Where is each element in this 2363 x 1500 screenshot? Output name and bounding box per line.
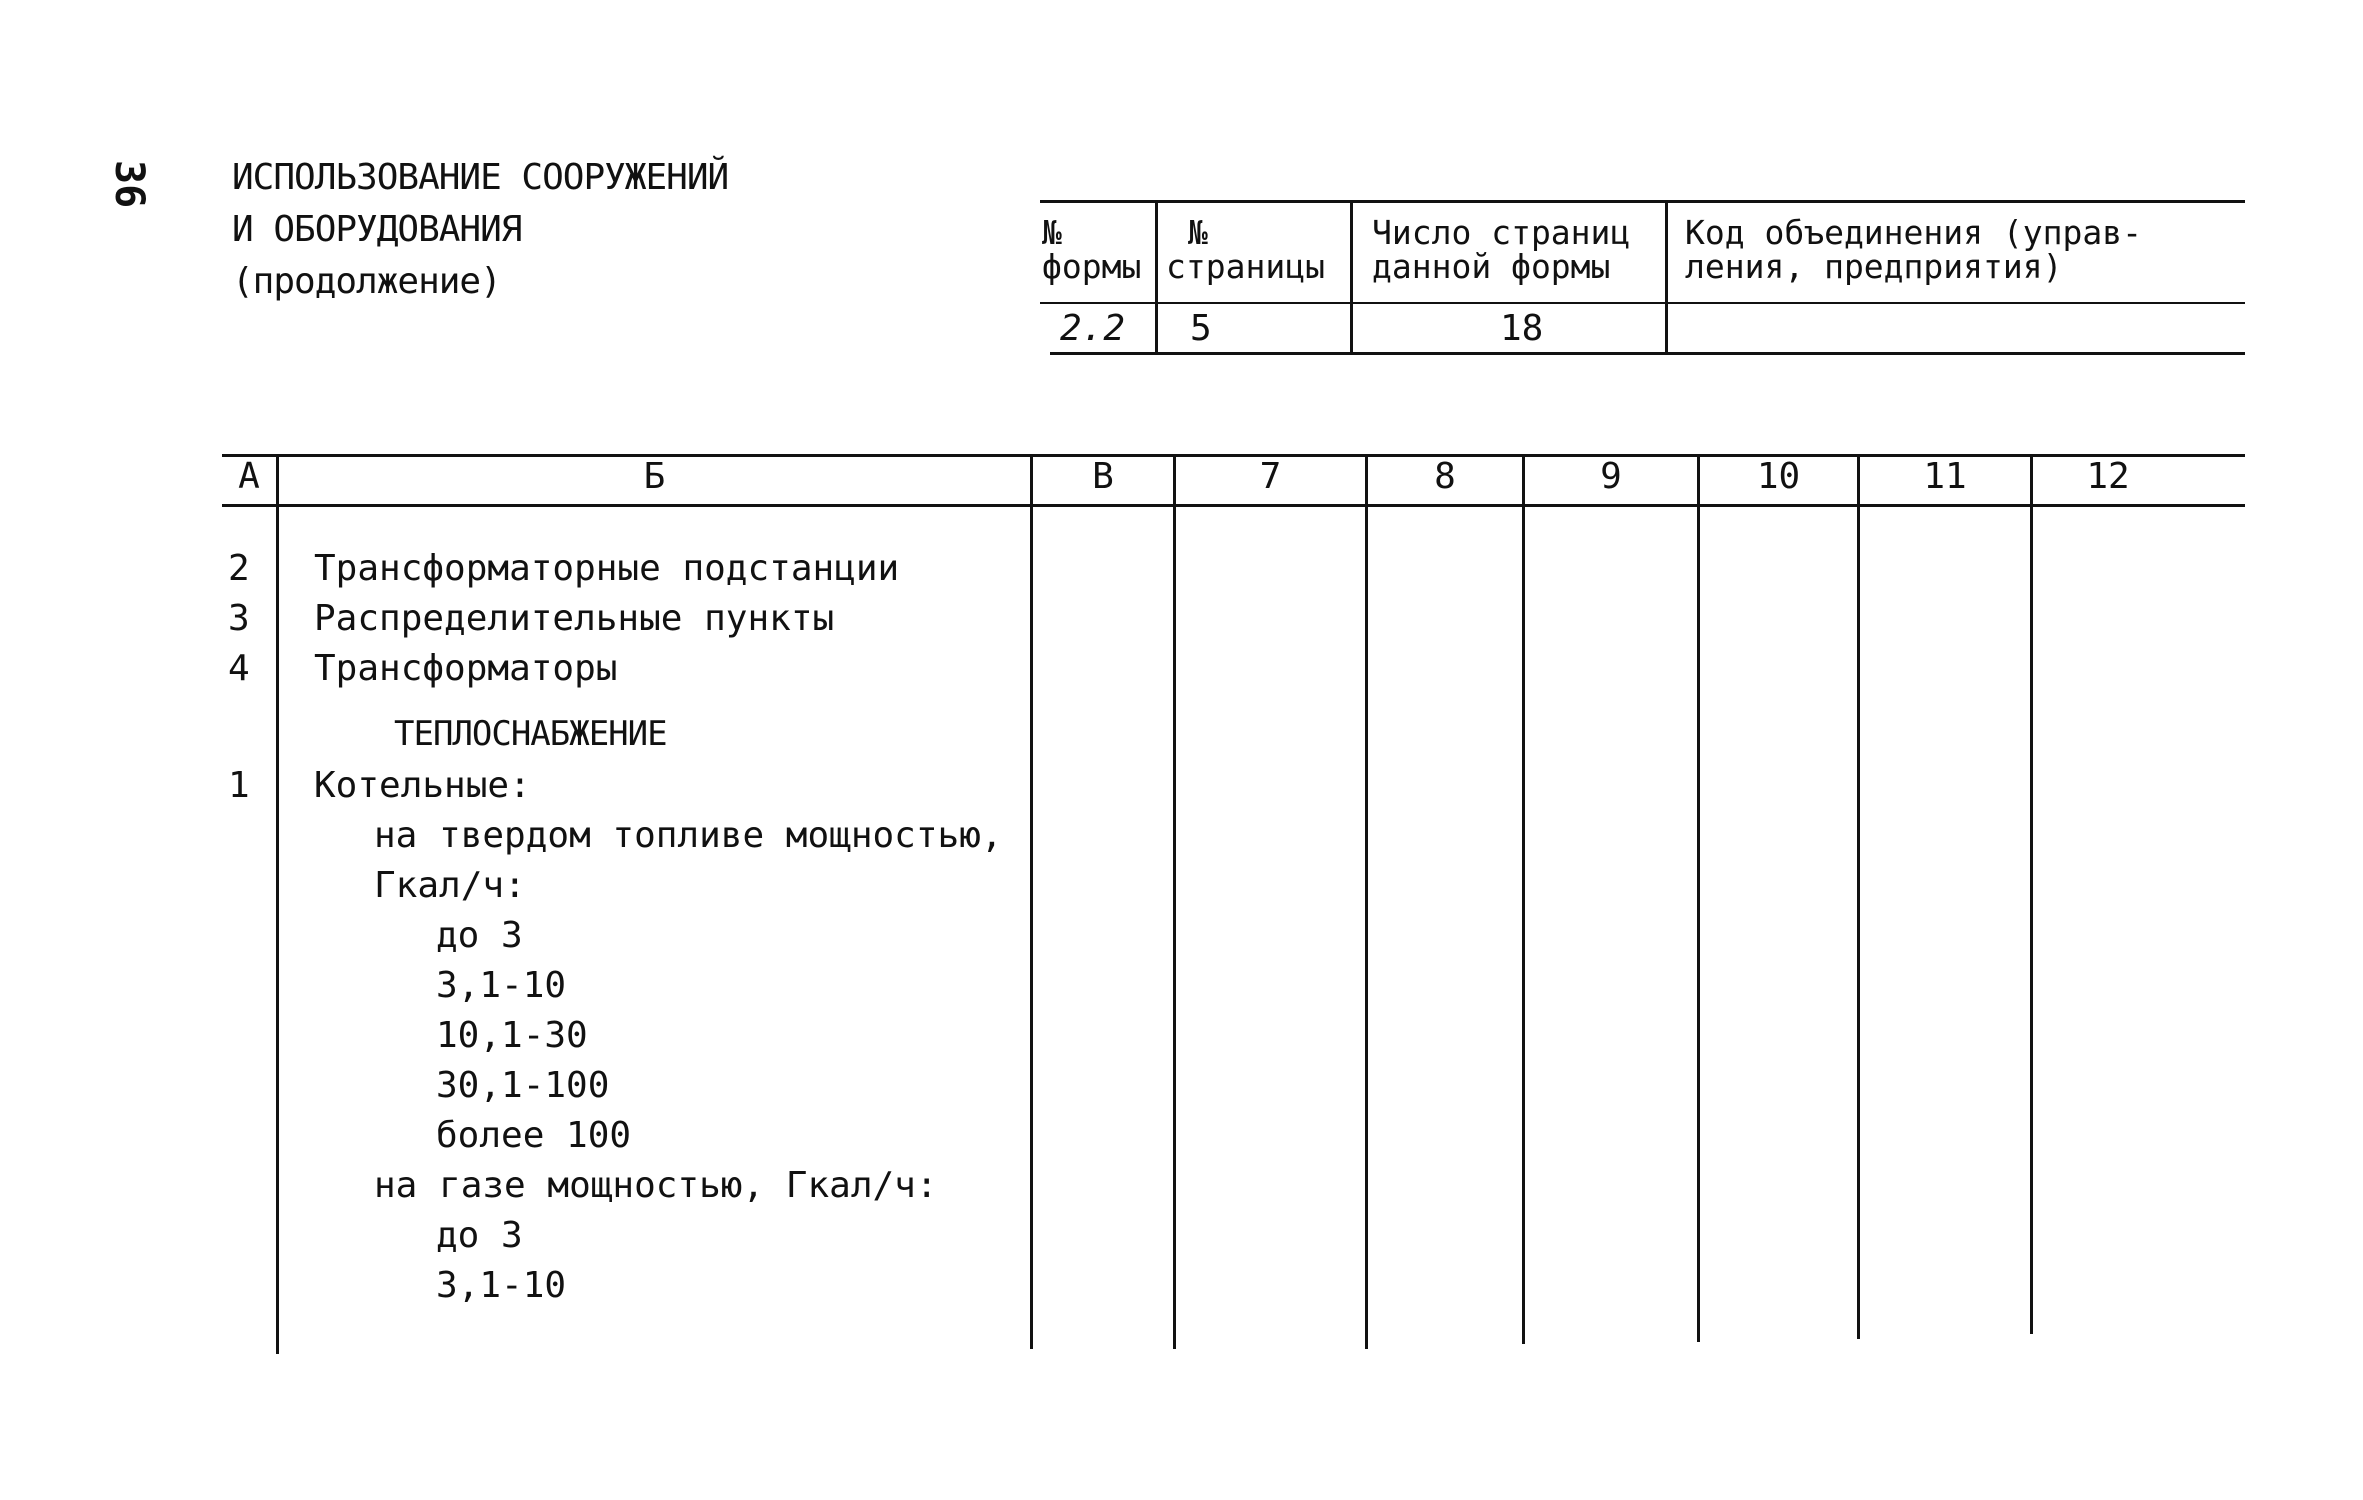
column-header-a: А	[238, 456, 260, 497]
column-header-10: 10	[1756, 456, 1801, 497]
form-no-header: формы	[1042, 247, 1142, 286]
page-no-header: страницы	[1166, 247, 1325, 286]
row-label: Распределительные пункты	[314, 598, 835, 639]
page-number: 36	[106, 160, 152, 209]
page-title-subtitle: (продолжение)	[232, 261, 501, 302]
column-divider	[1522, 454, 1525, 1344]
column-divider	[1857, 454, 1860, 1339]
column-divider	[1365, 454, 1368, 1349]
row-label: более 100	[436, 1115, 632, 1156]
row-label: на твердом топливе мощностью,	[374, 815, 1003, 856]
column-header-v: В	[1092, 456, 1114, 497]
row-label: Трансформаторы	[314, 648, 618, 689]
column-header-11: 11	[1923, 456, 1967, 497]
row-number: 2	[228, 548, 250, 589]
pages-total-header: Число страниц	[1372, 213, 1631, 252]
form-box-top-rule	[1040, 200, 2245, 203]
column-header-7: 7	[1259, 456, 1282, 497]
table-header-rule	[222, 504, 2245, 507]
row-label: 3,1-10	[436, 1265, 567, 1306]
column-divider	[1697, 454, 1700, 1342]
page-title-line2: И ОБОРУДОВАНИЯ	[232, 209, 522, 250]
column-divider	[1173, 454, 1176, 1349]
row-label: Котельные:	[314, 765, 531, 806]
column-header-8: 8	[1434, 456, 1456, 497]
column-divider	[2030, 454, 2033, 1334]
form-box-divider	[1155, 200, 1158, 355]
row-label: до 3	[436, 915, 523, 956]
org-code-header-line2: ления, предприятия)	[1685, 247, 2063, 286]
row-number: 3	[228, 598, 250, 639]
page-no-value: 5	[1190, 308, 1212, 349]
pages-total-value: 18	[1500, 308, 1544, 349]
row-label: 30,1-100	[436, 1065, 610, 1106]
row-label: Гкал/ч:	[374, 865, 526, 906]
row-label: на газе мощностью, Гкал/ч:	[374, 1165, 938, 1206]
section-heading: ТЕПЛОСНАБЖЕНИЕ	[394, 714, 667, 754]
row-label: Трансформаторные подстанции	[314, 548, 900, 589]
form-no-value: 2.2	[1060, 308, 1126, 349]
row-number: 4	[228, 648, 250, 689]
row-label: 10,1-30	[436, 1015, 588, 1056]
column-divider	[276, 454, 279, 1354]
column-divider	[1030, 454, 1033, 1349]
row-label: до 3	[436, 1215, 523, 1256]
column-header-12: 12	[2086, 456, 2130, 497]
page-title: ИСПОЛЬЗОВАНИЕ СООРУЖЕНИЙ	[232, 157, 729, 198]
column-header-b: Б	[643, 456, 666, 497]
form-box-mid-rule	[1040, 302, 2245, 304]
column-header-9: 9	[1600, 456, 1622, 497]
row-number: 1	[228, 765, 250, 806]
form-box-divider	[1350, 200, 1353, 355]
page-no-header-sign: №	[1188, 213, 1208, 252]
form-no-header-sign: №	[1042, 213, 1062, 252]
org-code-header: Код объединения (управ-	[1685, 213, 2142, 252]
form-box-divider	[1665, 200, 1668, 355]
pages-total-header-line2: данной формы	[1372, 247, 1611, 286]
row-label: 3,1-10	[436, 965, 567, 1006]
form-box-bottom-rule	[1050, 352, 2245, 355]
